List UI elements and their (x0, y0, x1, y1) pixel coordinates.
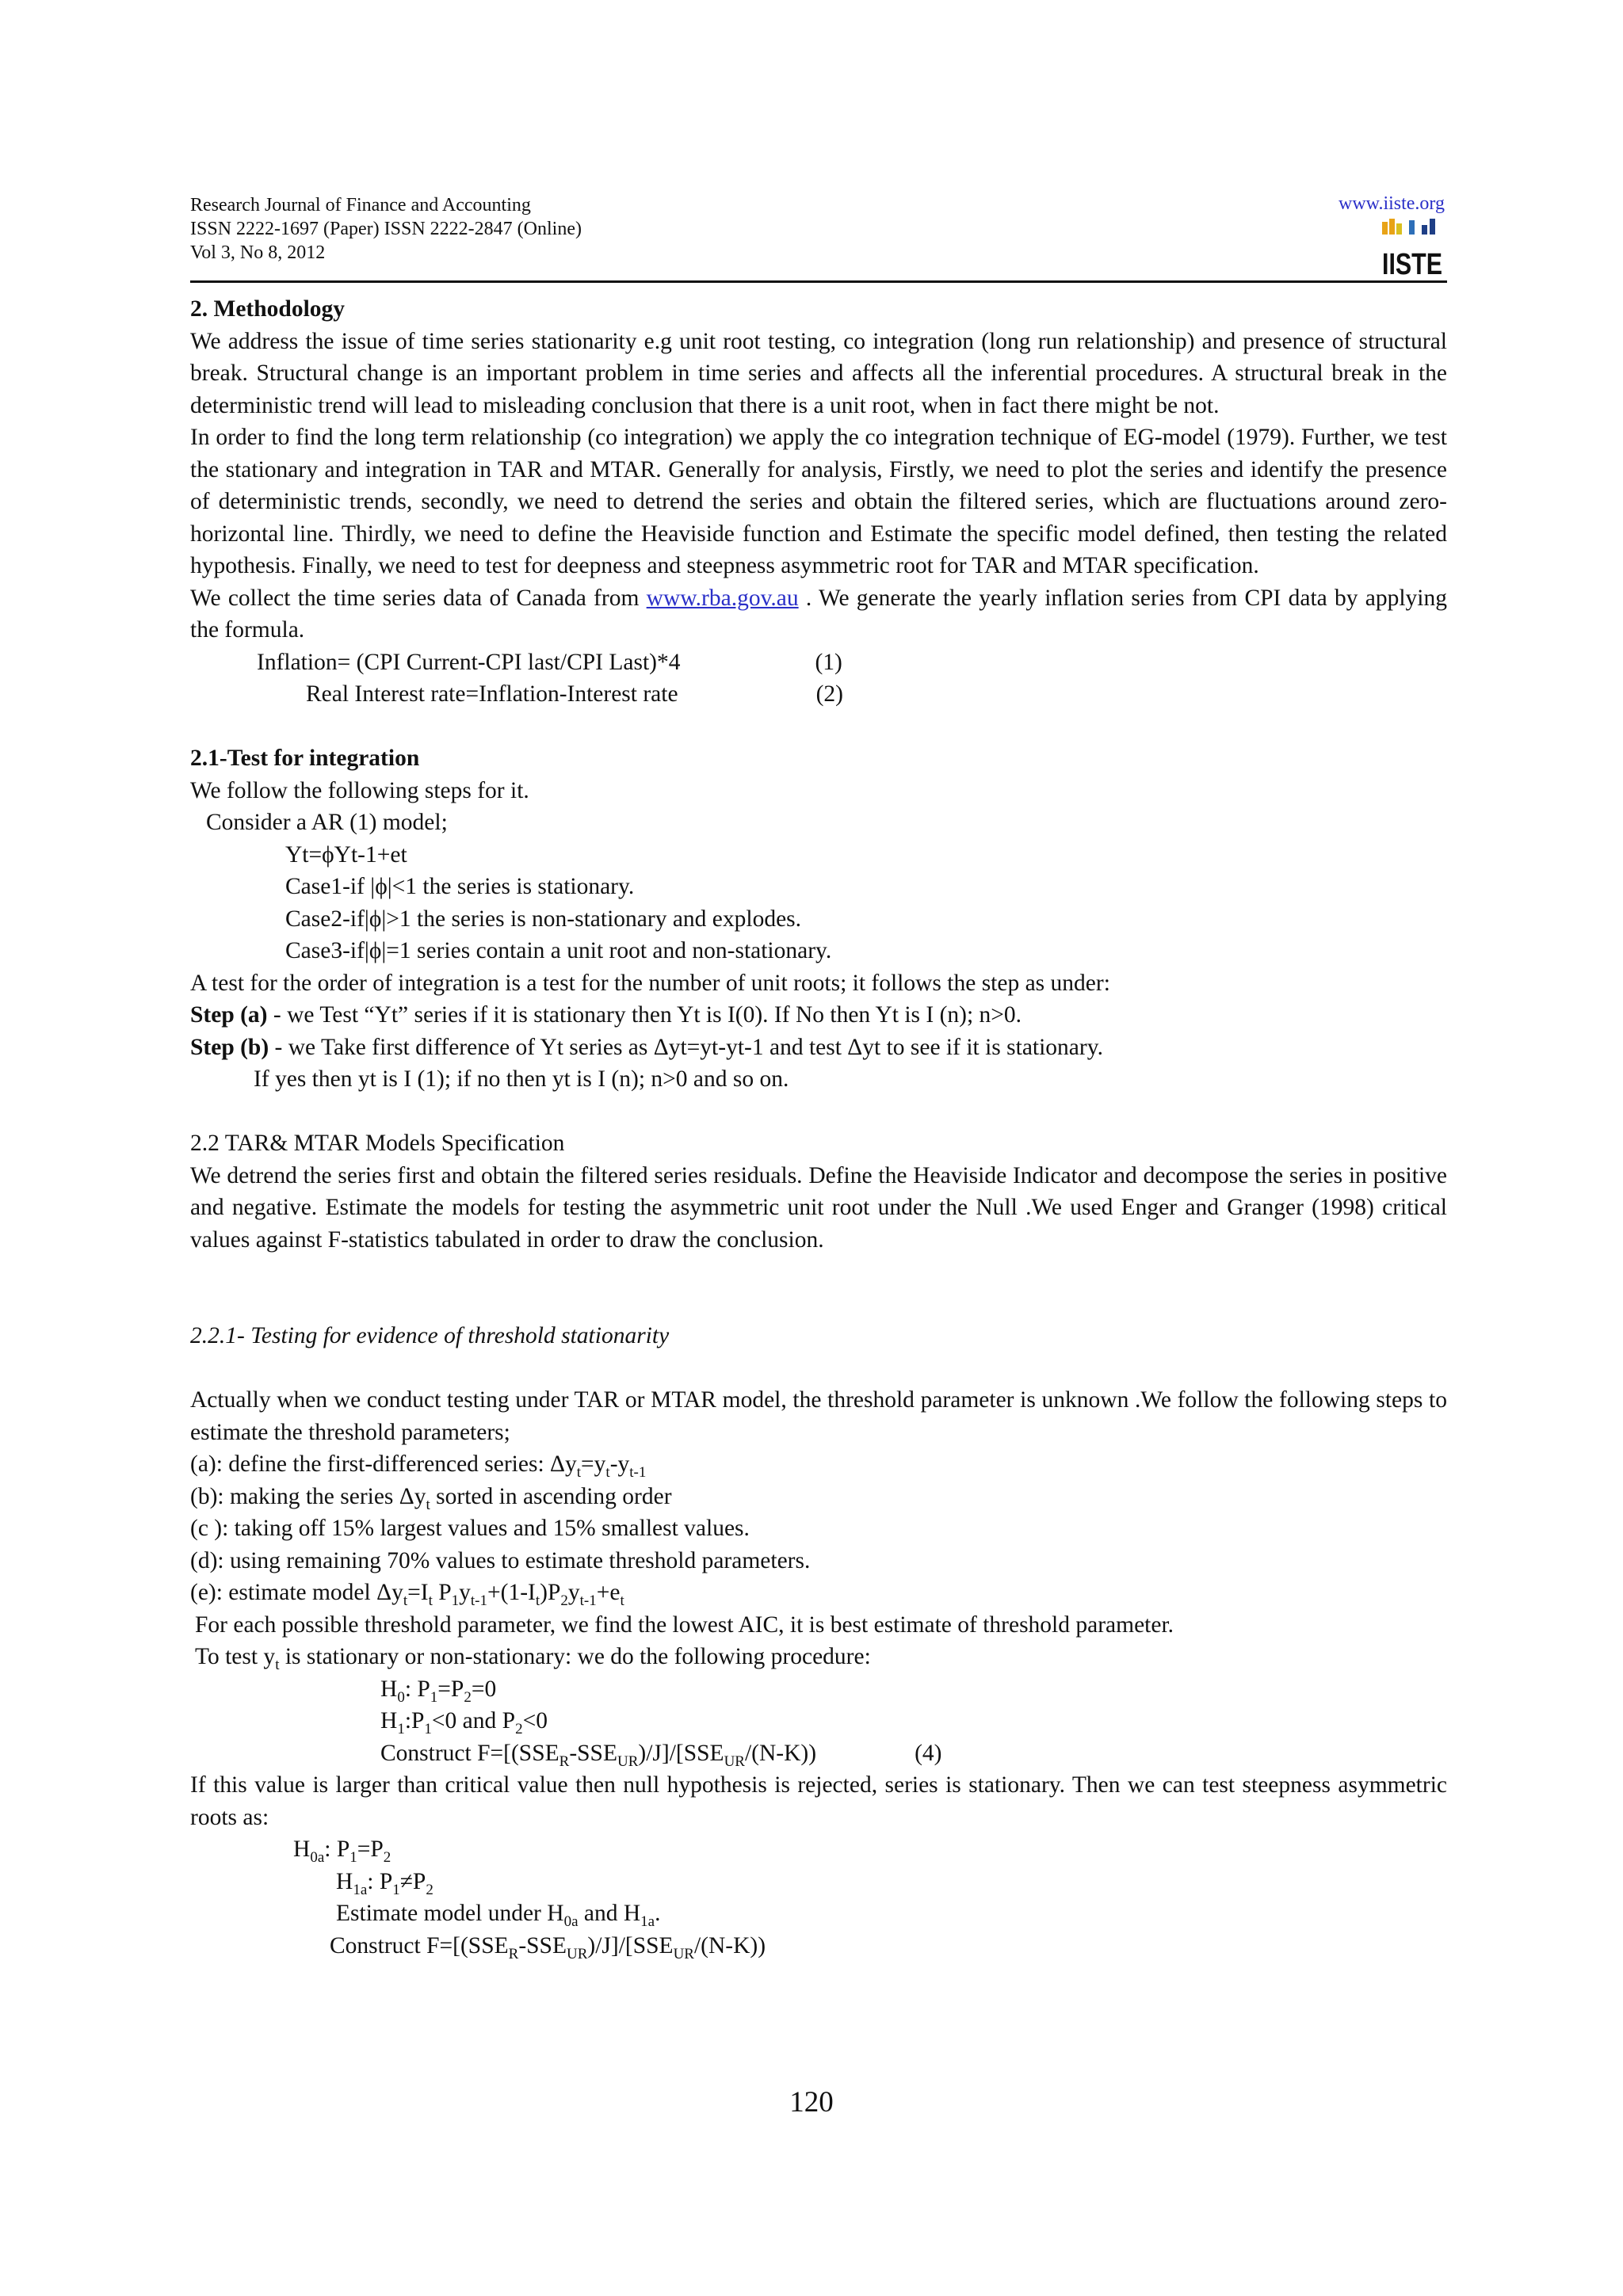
journal-volume: Vol 3, No 8, 2012 (190, 242, 326, 263)
hypothesis-h0: $H_0$: $P_1=P_2=0$ (380, 1676, 497, 1706)
step-b: Step (b) - we Take first difference of Yt series as Δyt=yt-yt-1 and test Δyt to see if it is stationary. (190, 1034, 1103, 1060)
case-1: Case1-if |ϕ|<1 the series is stationary. (285, 874, 635, 899)
journal-issn: ISSN 2222-1697 (Paper) ISSN 2222-2847 (Online) (190, 219, 582, 239)
equation-4-number: (4) (915, 1740, 942, 1766)
step-a-threshold: (a): define the first-differenced series: $\Delta y_t=y_t-y_{t-1}$ (190, 1451, 647, 1481)
step-b-threshold: (b): making the series $\Delta y_t$ sorted in ascending order (190, 1483, 672, 1513)
hypothesis-h0a: $H_{0a}$: $P_1=P_2$ (293, 1836, 391, 1866)
methodology-para-2: In order to find the long term relationship (co integration) we apply the co integration technique of EG-model (1979). Further, we test the stationary and integration in TAR and MTAR. Generally for analysis, Firstly, we need to plot the series and identify the presence of deterministic trends, secondly, we need to detrend the series and obtain the filtered series, which are fluctuations around zero-horizontal line. Thirdly, we need to define the Heaviside function and Estimate the specific model defined, then testing the related hypothesis. Finally, we need to test for deepness and steepness asymmetric root for TAR and MTAR specification. (190, 425, 1447, 578)
order-test-text: A test for the order of integration is a test for the number of unit roots; it follows the step as under: (190, 970, 1110, 996)
lowest-aic-text: For each possible threshold parameter, we find the lowest AIC, it is best estimate of threshold parameter. (195, 1611, 1174, 1638)
step-c-threshold: (c ): taking off 15% largest values and 15% smallest values. (190, 1516, 750, 1541)
methodology-para-1: We address the issue of time series stationarity e.g unit root testing, co integration (long run relationship) and presence of structural break. Structural change is an important problem in time series and affects all the inferential procedures. A structural break in the deterministic trend will lead to misleading conclusion that there is a unit root, when in fact there might be not. (190, 328, 1447, 418)
hypothesis-h1: $H_1:P_1<0$ and $P_2<0$ (380, 1708, 548, 1737)
integration-heading: 2.1-Test for integration (190, 746, 420, 771)
integration-intro: We follow the following steps for it. (190, 777, 529, 803)
header-rule (190, 280, 1447, 283)
f-statistic-equation-2: Construct $F=[(SSE_R-SSE_{UR})/J]/[SSE_{UR}/(N-K))$ (330, 1932, 766, 1962)
stationarity-test-text: To test $y_t$ is stationary or non-stationary: we do the following procedure: (195, 1644, 871, 1673)
article-body (190, 293, 1447, 1962)
methodology-heading: 2. Methodology (190, 296, 346, 322)
methodology-para-3: We collect the time series data of Canada from www.rba.gov.au . We generate the yearly inflation series from CPI data by applying the formula. (190, 585, 1447, 643)
integration-consider: Consider a AR (1) model; (206, 810, 448, 835)
step-e-threshold: (e): estimate model $\Delta y_t=I_t$ $P_1y_{t-1}+(1-I_t)P_2y_{t-1}+e_t$ (190, 1580, 624, 1609)
page-number: 120 (789, 2086, 834, 2119)
equation-2: Real Interest rate=Inflation-Interest rate (2) (306, 681, 843, 707)
f-statistic-equation: Construct $F=[(SSE_R-SSE_{UR})/J]/[SSE_{UR}/(N-K))$ (4) (380, 1740, 942, 1770)
case-3: Case3-if|ϕ|=1 series contain a unit root and non-stationary. (285, 938, 832, 963)
tar-para: We detrend the series first and obtain the filtered series residuals. Define the Heaviside Indicator and decompose the series in positive and negative. Estimate the models for testing the asymmetric unit root under the Null .We used Enger and Granger (1998) critical values against F-statistics tabulated in order to draw the conclusion. (190, 1162, 1447, 1253)
step-b-continued: If yes then yt is I (1); if no then yt is I (n); n>0 and so on. (254, 1066, 789, 1092)
ar1-model: Yt=ϕYt-1+et (285, 841, 407, 868)
equation-2-number: (2) (815, 681, 843, 707)
equation-1-number: (1) (815, 649, 842, 675)
journal-name: Research Journal of Finance and Accounting (190, 195, 531, 215)
logo-text: IISTE (1382, 248, 1442, 281)
rejection-conclusion: If this value is larger than critical value then null hypothesis is rejected, series is stationary. Then we can test steepness asymmetric roots as: (190, 1772, 1447, 1830)
hypothesis-h1a: $H_{1a}$: $P_1\ne P_2$ (336, 1868, 433, 1898)
threshold-para: Actually when we conduct testing under TAR or MTAR model, the threshold parameter is unknown .We follow the following steps to estimate the threshold parameters; (190, 1387, 1447, 1445)
iiste-logo (1381, 217, 1444, 279)
threshold-heading: 2.2.1- Testing for evidence of threshold stationarity (190, 1323, 670, 1348)
step-d-threshold: (d): using remaining 70% values to estimate threshold parameters. (190, 1547, 811, 1573)
journal-header (190, 193, 582, 265)
step-a: Step (a) - we Test “Yt” series if it is stationary then Yt is I(0). If No then Yt is I (n); n>0. (190, 1002, 1022, 1028)
tar-heading: 2.2 TAR& MTAR Models Specification (190, 1131, 565, 1156)
journal-url-link[interactable]: www.iiste.org (1338, 193, 1445, 214)
rba-link[interactable]: www.rba.gov.au (646, 585, 799, 611)
estimate-model-text: Estimate model under $H_{0a}$ and $H_{1a}$. (336, 1901, 661, 1930)
equation-1: Inflation= (CPI Current-CPI last/CPI Last)*4 (1) (257, 649, 842, 675)
case-2: Case2-if|ϕ|>1 the series is non-stationary and explodes. (285, 906, 802, 932)
